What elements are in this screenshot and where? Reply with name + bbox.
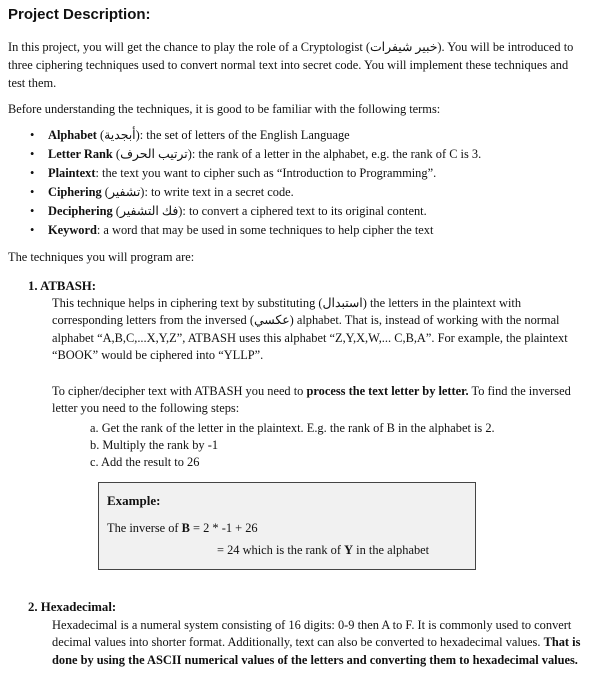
term-arabic: ترتيب الحرف: [120, 147, 188, 161]
example-formula: = 2 * -1 + 26: [189, 521, 258, 535]
term-arabic: تشفير: [108, 185, 141, 199]
term-item-deciphering: • Deciphering (فك التشفير): to convert a ciphered text to its original content.: [30, 202, 585, 221]
hex-text: Hexadecimal is a numeral system consisting of 16 digits: 0-9 then A to F. It is commonly used to convert decimal values into shorter format. Additionally, text can also be converted to hexadecimal values.: [52, 618, 572, 650]
intro-arabic: خبير شيفرات: [370, 40, 438, 54]
term-item-plaintext: [30, 164, 585, 183]
hex-description: [52, 617, 584, 669]
atbash-text-3: ) alphabet. That is, instead of working with the normal alphabet “A,B,C,...X,Y,Z”, ATBASH uses this alphabet “Z,Y,X,W,... C,B,A”. For example, the plaintext “BOOK” would be ciphered into “YLLP”.: [52, 313, 568, 363]
atbash-steps-intro: [52, 383, 584, 418]
bullet-icon: •: [30, 223, 35, 237]
terms-intro: Before understanding the techniques, it is good to be familiar with the following terms:: [8, 102, 441, 116]
hex-heading: 2. Hexadecimal:: [28, 600, 117, 614]
atbash-arabic-1: استبدال: [322, 296, 363, 310]
example-title: Example:: [107, 493, 161, 508]
hex-bold-text: That is done by using the ASCII numerical values of the letters and converting them to hexadecimal values.: [52, 635, 581, 667]
atbash-step-a: a. Get the rank of the letter in the plaintext. E.g. the rank of B in the alphabet is 2.: [90, 421, 495, 435]
term-arabic: أبجدية: [104, 128, 136, 142]
atbash-text-2: ) the letters in the plaintext with corresponding letters from the inversed (: [52, 296, 522, 328]
atbash-heading: 1. ATBASH:: [28, 279, 97, 293]
term-item-alphabet: • Alphabet (أبجدية): the set of letters of the English Language: [30, 126, 585, 145]
term-description: : the text you want to cipher such as “Introduction to Programming”.: [95, 166, 437, 180]
term-description: : to convert a ciphered text to its original content.: [182, 204, 427, 218]
techniques-intro: The techniques you will program are:: [8, 250, 195, 264]
term-description: : the rank of a letter in the alphabet, e.g. the rank of C is 3.: [191, 147, 482, 161]
term-label: Ciphering: [48, 185, 102, 199]
page-title: Project Description:: [8, 6, 151, 23]
term-arabic: فك التشفير: [119, 204, 179, 218]
term-description: : the set of letters of the English Language: [139, 128, 350, 142]
intro-text-1: In this project, you will get the chance to play the role of a Cryptologist (: [8, 40, 370, 54]
atbash-description: [52, 295, 584, 365]
example-letter-b: B: [181, 521, 190, 535]
example-letter-y: Y: [344, 543, 354, 557]
example-box: [98, 482, 476, 570]
term-label: Letter Rank: [48, 147, 113, 161]
term-description: : to write text in a secret code.: [144, 185, 294, 199]
example-result: = 24 which is the rank of: [217, 543, 345, 557]
term-item-ciphering: • Ciphering (تشفير): to write text in a secret code.: [30, 183, 585, 202]
term-item-keyword: [30, 221, 585, 240]
example-text: The inverse of: [107, 521, 182, 535]
atbash-arabic-2: عكسي: [253, 313, 290, 328]
atbash-steps-text-1: To cipher/decipher text with ATBASH you need to: [52, 384, 307, 398]
atbash-step-b: b. Multiply the rank by -1: [90, 438, 219, 452]
intro-paragraph: [8, 38, 584, 92]
bullet-icon: •: [30, 185, 35, 199]
atbash-steps-bold: process the text letter by letter.: [306, 384, 469, 398]
bullet-icon: •: [30, 204, 35, 218]
term-item-letter-rank: • Letter Rank (ترتيب الحرف): the rank of a letter in the alphabet, e.g. the rank of C is 3.: [30, 145, 585, 164]
term-label: Keyword: [48, 223, 97, 237]
example-line-2: [217, 543, 429, 558]
bullet-icon: •: [30, 128, 35, 142]
term-label: Alphabet: [48, 128, 97, 142]
example-line-1: [107, 521, 258, 536]
term-label: Deciphering: [48, 204, 113, 218]
bullet-icon: •: [30, 147, 35, 161]
atbash-steps-text-2: To find the inversed letter you need to the following steps:: [52, 384, 571, 416]
bullet-icon: •: [30, 166, 35, 180]
atbash-text-1: This technique helps in ciphering text by substituting (: [52, 296, 323, 310]
term-label: Plaintext: [48, 166, 96, 180]
term-description: : a word that may be used in some techniques to help cipher the text: [96, 223, 434, 237]
intro-text-2: ). You will be introduced to three ciphering techniques used to convert normal text into secret code. You will implement these techniques and test them.: [8, 40, 574, 90]
terms-list: [30, 126, 585, 240]
atbash-step-c: c. Add the result to 26: [90, 455, 200, 469]
example-result-tail: in the alphabet: [353, 543, 430, 557]
